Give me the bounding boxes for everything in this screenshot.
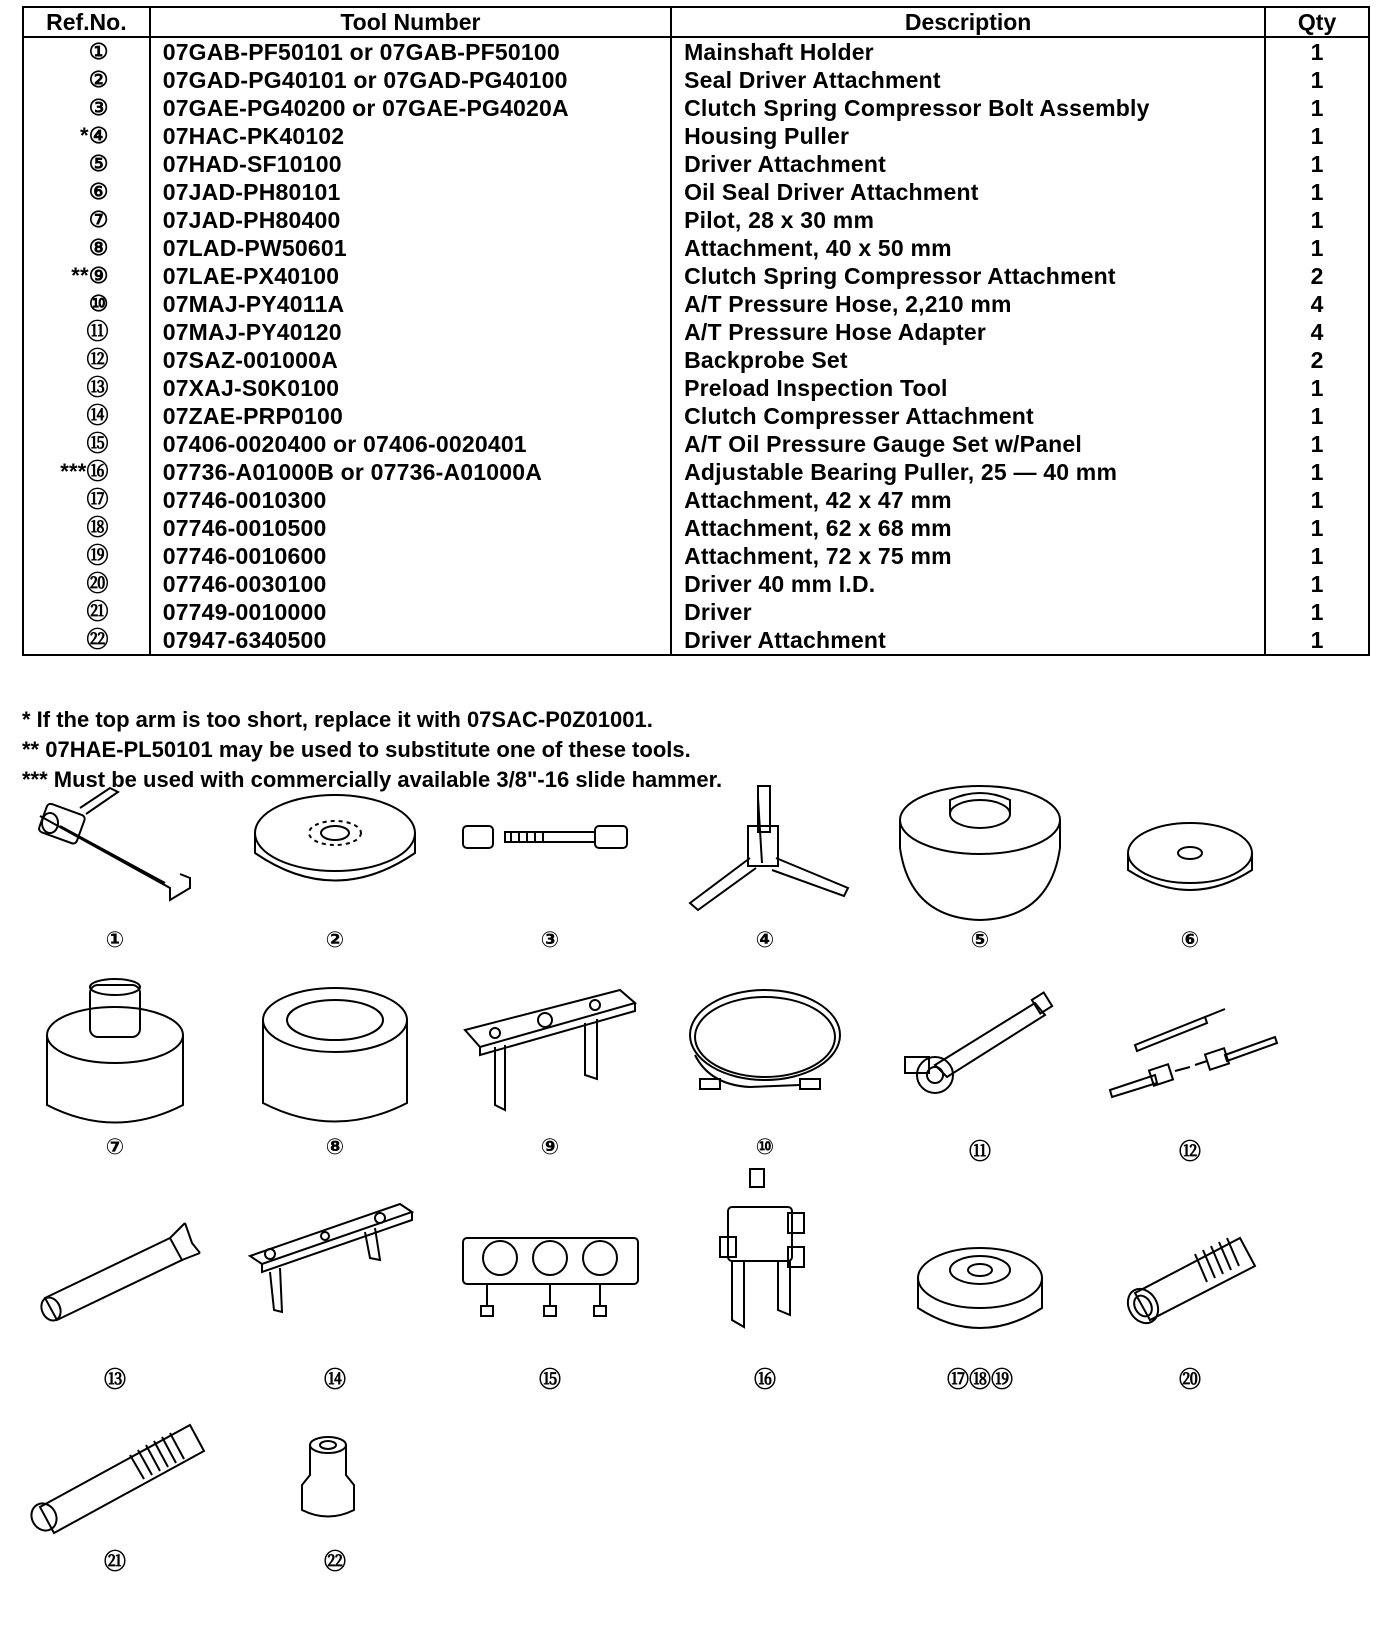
description-cell: Attachment, 42 x 47 mm (671, 486, 1265, 514)
figure-seal-driver (240, 778, 430, 968)
table-row (23, 206, 1369, 234)
qty-cell: 1 (1265, 374, 1369, 402)
footnote-1: * If the top arm is too short, replace it with 07SAC-P0Z01001. (22, 707, 653, 732)
ref-no-cell: ⑩ (88, 291, 109, 316)
housing-puller-icon (670, 778, 860, 928)
figure-label: ⑳ (1178, 1368, 1201, 1393)
table-row (23, 570, 1369, 598)
tool-number-cell: 07GAD-PG40101 or 07GAD-PG40100 (150, 66, 671, 94)
backprobe-set-icon (1095, 975, 1285, 1135)
figure-oil-seal-driver (1095, 778, 1285, 968)
ref-no-cell: ⑮ (86, 431, 109, 456)
tool-number-cell: 07736-A01000B or 07736-A01000A (150, 458, 671, 486)
ref-no-cell: ⑪ (86, 319, 109, 344)
figure-driver-attachment-small (240, 1395, 430, 1585)
description-cell: Adjustable Bearing Puller, 25 — 40 mm (671, 458, 1265, 486)
bolt-assembly-icon (455, 778, 645, 928)
description-cell: Mainshaft Holder (671, 37, 1265, 66)
compressor-attachment-icon (455, 975, 645, 1135)
description-cell: Driver Attachment (671, 150, 1265, 178)
pressure-hose-icon (670, 975, 860, 1135)
figure-pressure-hose (670, 975, 860, 1165)
qty-cell: 4 (1265, 318, 1369, 346)
ref-no-cell: ② (88, 67, 109, 92)
figure-label: ㉒ (323, 1550, 346, 1575)
figure-label: ② (325, 928, 345, 953)
ref-no-cell: ③ (88, 95, 109, 120)
figure-label: ㉑ (103, 1550, 126, 1575)
table-row (23, 542, 1369, 570)
ref-no-cell: ⑥ (88, 179, 109, 204)
figure-label: ④ (755, 928, 775, 953)
figure-label: ⑥ (1180, 928, 1200, 953)
table-row (23, 458, 1369, 486)
tool-number-cell: 07746-0010600 (150, 542, 671, 570)
ref-no-cell: ① (88, 39, 109, 64)
description-cell: Driver (671, 598, 1265, 626)
clutch-compresser-icon (240, 1198, 430, 1368)
tool-number-cell: 07MAJ-PY4011A (150, 290, 671, 318)
figure-label: ⑫ (1178, 1140, 1201, 1165)
figure-attachment-set (885, 1198, 1075, 1393)
driver-attachment-small-icon (240, 1395, 430, 1545)
tool-number-cell: 07JAD-PH80101 (150, 178, 671, 206)
qty-cell: 1 (1265, 122, 1369, 150)
qty-cell: 1 (1265, 402, 1369, 430)
description-cell: Clutch Compresser Attachment (671, 402, 1265, 430)
description-cell: Attachment, 40 x 50 mm (671, 234, 1265, 262)
qty-cell: 1 (1265, 94, 1369, 122)
figure-clutch-compresser (240, 1198, 430, 1393)
figure-label: ⑩ (755, 1135, 775, 1160)
table-row (23, 290, 1369, 318)
qty-cell: 1 (1265, 598, 1369, 626)
tool-number-cell: 07746-0010300 (150, 486, 671, 514)
description-cell: Preload Inspection Tool (671, 374, 1265, 402)
figure-label: ⑤ (970, 928, 990, 953)
tool-number-cell: 07749-0010000 (150, 598, 671, 626)
qty-cell: 4 (1265, 290, 1369, 318)
tool-number-cell: 07406-0020400 or 07406-0020401 (150, 430, 671, 458)
qty-cell: 2 (1265, 262, 1369, 290)
figure-label: ⑮ (538, 1368, 561, 1393)
ref-no-cell: ⑧ (88, 235, 109, 260)
bearing-puller-icon (670, 1165, 860, 1365)
driver-40mm-icon (1095, 1198, 1285, 1368)
qty-cell: 1 (1265, 66, 1369, 94)
table-row (23, 486, 1369, 514)
figure-label: ⑦ (105, 1135, 125, 1160)
tool-number-cell: 07XAJ-S0K0100 (150, 374, 671, 402)
figure-label: ① (105, 928, 125, 953)
figure-bearing-puller (670, 1165, 860, 1393)
table-row (23, 37, 1369, 66)
header-tool-number: Tool Number (150, 7, 671, 37)
tool-number-cell: 07MAJ-PY40120 (150, 318, 671, 346)
qty-cell: 1 (1265, 206, 1369, 234)
ref-no-cell: ⑭ (86, 403, 109, 428)
table-row (23, 626, 1369, 655)
figure-driver-attachment (885, 778, 1075, 968)
figure-label: ⑯ (753, 1368, 776, 1393)
description-cell: Attachment, 72 x 75 mm (671, 542, 1265, 570)
description-cell: A/T Oil Pressure Gauge Set w/Panel (671, 430, 1265, 458)
ref-no-cell: ***⑯ (60, 459, 109, 484)
driver-attachment-icon (885, 778, 1075, 928)
table-row (23, 66, 1369, 94)
header-description: Description (671, 7, 1265, 37)
qty-cell: 1 (1265, 626, 1369, 655)
ref-no-cell: **⑨ (71, 263, 109, 288)
figure-driver-40mm (1095, 1198, 1285, 1393)
qty-cell: 1 (1265, 178, 1369, 206)
mainshaft-holder-icon (20, 778, 210, 928)
description-cell: Housing Puller (671, 122, 1265, 150)
tool-number-cell: 07GAB-PF50101 or 07GAB-PF50100 (150, 37, 671, 66)
table-row (23, 318, 1369, 346)
description-cell: Driver Attachment (671, 626, 1265, 655)
ref-no-cell: ⑳ (86, 571, 109, 596)
tool-number-cell: 07746-0010500 (150, 514, 671, 542)
table-row (23, 514, 1369, 542)
qty-cell: 1 (1265, 430, 1369, 458)
figure-housing-puller (670, 778, 860, 968)
tool-number-cell: 07GAE-PG40200 or 07GAE-PG4020A (150, 94, 671, 122)
pilot-icon (20, 975, 210, 1135)
ref-no-cell: ⑬ (86, 375, 109, 400)
ref-no-cell: ⑤ (88, 151, 109, 176)
figure-label: ⑧ (325, 1135, 345, 1160)
figure-driver (20, 1395, 210, 1585)
footnote-2: ** 07HAE-PL50101 may be used to substitute one of these tools. (22, 737, 691, 762)
figure-label: ⑪ (968, 1140, 991, 1165)
qty-cell: 1 (1265, 458, 1369, 486)
figure-label: ③ (540, 928, 560, 953)
description-cell: Pilot, 28 x 30 mm (671, 206, 1265, 234)
figure-label: ⑭ (323, 1368, 346, 1393)
figure-backprobe-set (1095, 975, 1285, 1165)
ref-no-cell: ⑫ (86, 347, 109, 372)
qty-cell: 1 (1265, 37, 1369, 66)
attachment-set-icon (885, 1198, 1075, 1368)
tool-number-cell: 07746-0030100 (150, 570, 671, 598)
table-row (23, 374, 1369, 402)
table-row (23, 122, 1369, 150)
oil-seal-driver-icon (1095, 778, 1285, 928)
gauge-set-icon (455, 1198, 645, 1368)
figure-label: ⑰⑱⑲ (946, 1368, 1013, 1393)
qty-cell: 1 (1265, 570, 1369, 598)
description-cell: Oil Seal Driver Attachment (671, 178, 1265, 206)
figure-label: ⑬ (103, 1368, 126, 1393)
qty-cell: 1 (1265, 150, 1369, 178)
qty-cell: 1 (1265, 486, 1369, 514)
table-header-row (23, 7, 1369, 37)
description-cell: Attachment, 62 x 68 mm (671, 514, 1265, 542)
header-qty: Qty (1265, 7, 1369, 37)
hose-adapter-icon (885, 975, 1075, 1135)
figure-preload-tool (20, 1198, 210, 1393)
description-cell: A/T Pressure Hose Adapter (671, 318, 1265, 346)
ref-no-cell: ⑲ (86, 543, 109, 568)
figure-hose-adapter (885, 975, 1075, 1165)
footnote-3: *** Must be used with commercially available 3/8"-16 slide hammer. (22, 767, 723, 792)
ref-no-cell: ㉒ (86, 627, 109, 652)
special-tools-table (22, 6, 1370, 656)
attachment-icon (240, 975, 430, 1135)
preload-tool-icon (20, 1198, 210, 1368)
table-row (23, 402, 1369, 430)
tool-number-cell: 07JAD-PH80400 (150, 206, 671, 234)
table-row (23, 598, 1369, 626)
table-row (23, 94, 1369, 122)
description-cell: Driver 40 mm I.D. (671, 570, 1265, 598)
figure-compressor-attachment (455, 975, 645, 1165)
table-row (23, 346, 1369, 374)
figure-label: ⑨ (540, 1135, 560, 1160)
table-row (23, 234, 1369, 262)
qty-cell: 1 (1265, 542, 1369, 570)
tool-number-cell: 07947-6340500 (150, 626, 671, 655)
qty-cell: 1 (1265, 234, 1369, 262)
table-row (23, 262, 1369, 290)
description-cell: Clutch Spring Compressor Attachment (671, 262, 1265, 290)
table-row (23, 178, 1369, 206)
ref-no-cell: ⑰ (86, 487, 109, 512)
tool-number-cell: 07LAD-PW50601 (150, 234, 671, 262)
tool-number-cell: 07HAD-SF10100 (150, 150, 671, 178)
table-row (23, 430, 1369, 458)
figure-mainshaft-holder (20, 778, 210, 968)
table-row (23, 150, 1369, 178)
figure-gauge-set (455, 1198, 645, 1393)
tool-number-cell: 07LAE-PX40100 (150, 262, 671, 290)
description-cell: Seal Driver Attachment (671, 66, 1265, 94)
tool-number-cell: 07SAZ-001000A (150, 346, 671, 374)
qty-cell: 2 (1265, 346, 1369, 374)
tool-number-cell: 07ZAE-PRP0100 (150, 402, 671, 430)
header-ref-no: Ref.No. (23, 7, 150, 37)
ref-no-cell: ㉑ (86, 599, 109, 624)
description-cell: Clutch Spring Compressor Bolt Assembly (671, 94, 1265, 122)
figure-pilot (20, 975, 210, 1165)
ref-no-cell: ⑦ (88, 207, 109, 232)
ref-no-cell: ⑱ (86, 515, 109, 540)
ref-no-cell: *④ (80, 123, 109, 148)
description-cell: A/T Pressure Hose, 2,210 mm (671, 290, 1265, 318)
figure-attachment (240, 975, 430, 1165)
driver-icon (20, 1395, 210, 1545)
tool-number-cell: 07HAC-PK40102 (150, 122, 671, 150)
description-cell: Backprobe Set (671, 346, 1265, 374)
figure-bolt-assembly (455, 778, 645, 968)
seal-driver-icon (240, 778, 430, 928)
qty-cell: 1 (1265, 514, 1369, 542)
